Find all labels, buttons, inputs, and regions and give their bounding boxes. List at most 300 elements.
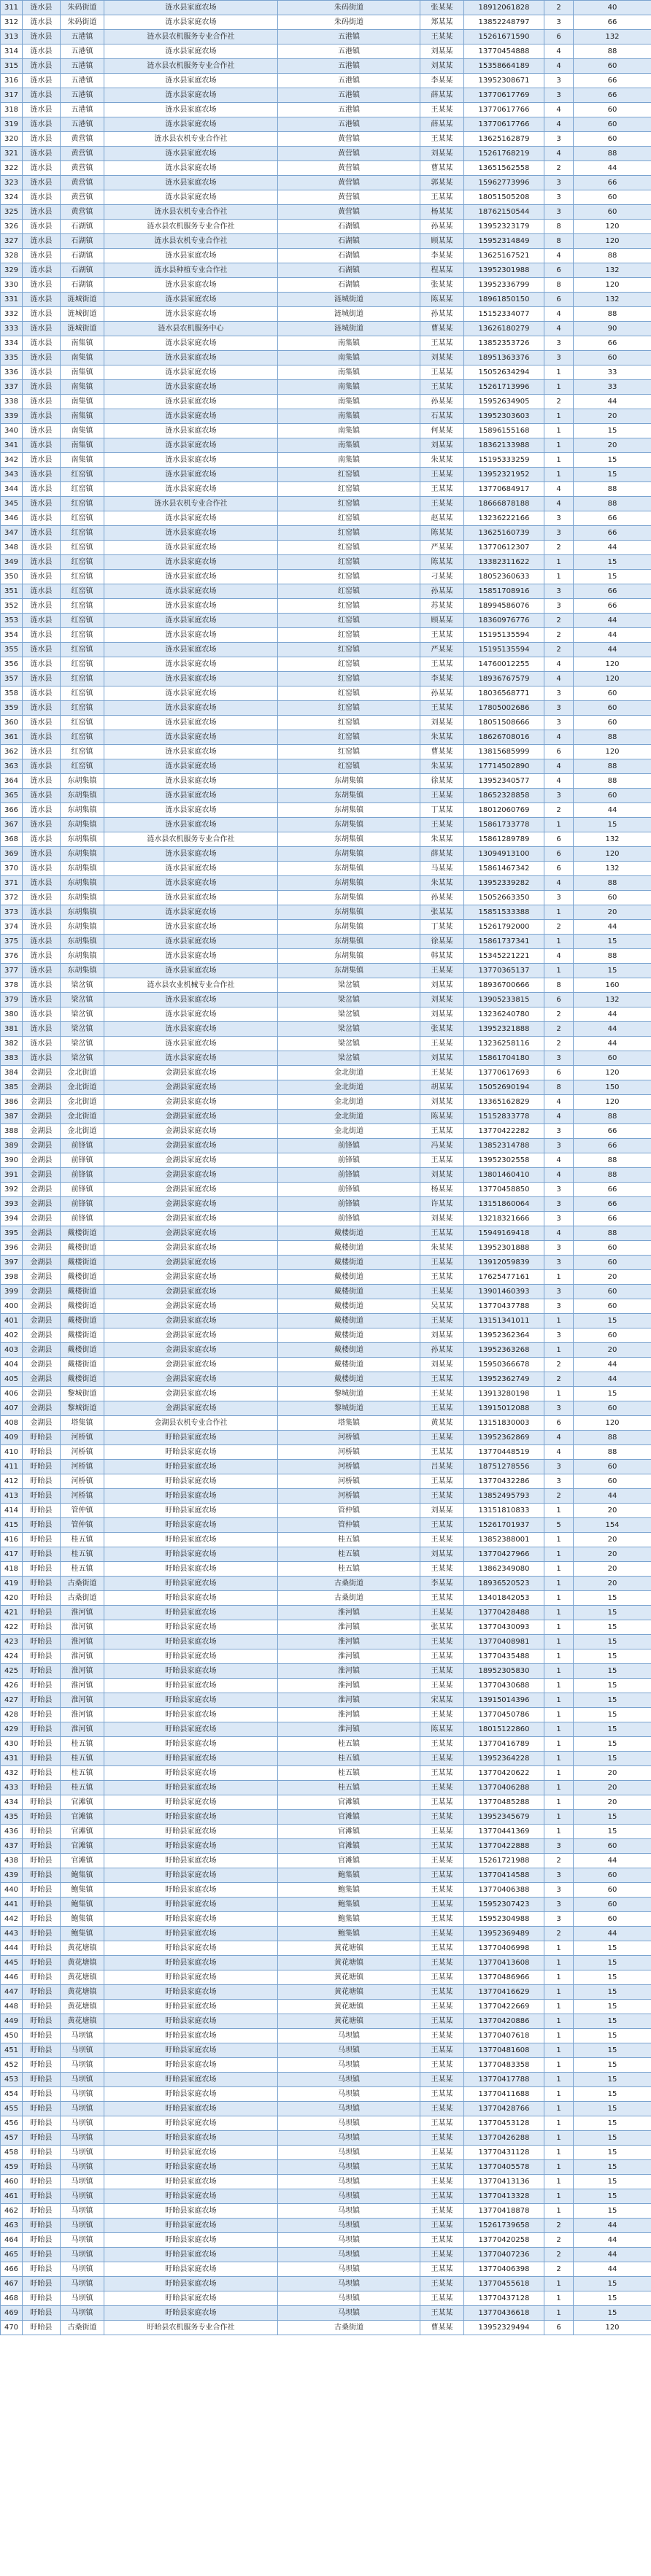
phone-cell: 13770417788 (464, 2073, 544, 2087)
contact-cell: 王某某 (420, 2219, 464, 2233)
town-cell: 红窑镇 (61, 599, 104, 614)
table-row (1, 1504, 651, 1518)
county-cell: 盱眙县 (23, 2291, 61, 2306)
entity-cell: 盱眙县家庭农场 (104, 1825, 278, 1839)
row-number: 402 (1, 1328, 23, 1343)
row-number: 327 (1, 234, 23, 249)
town-cell: 马坝镇 (61, 2189, 104, 2204)
entity-cell: 金湖县家庭农场 (104, 1314, 278, 1328)
contact-cell: 王某某 (420, 2073, 464, 2087)
county-cell: 涟水县 (23, 30, 61, 45)
county-cell: 涟水县 (23, 249, 61, 263)
table-row (1, 205, 651, 220)
table-row (1, 832, 651, 847)
table-row (1, 1489, 651, 1504)
phone-cell: 18626708016 (464, 730, 544, 745)
address-cell: 淮河镇 (278, 1664, 420, 1679)
entity-cell: 涟水县家庭农场 (104, 891, 278, 905)
town-cell: 石湖镇 (61, 234, 104, 249)
address-cell: 东胡集镇 (278, 876, 420, 891)
county-cell: 涟水县 (23, 949, 61, 964)
address-cell: 石湖镇 (278, 249, 420, 263)
area-cell: 88 (574, 482, 651, 497)
entity-cell: 金湖县家庭农场 (104, 1299, 278, 1314)
entity-cell: 涟水县家庭农场 (104, 876, 278, 891)
contact-cell: 王某某 (420, 1868, 464, 1883)
count-cell: 3 (544, 1912, 574, 1927)
town-cell: 淮河镇 (61, 1649, 104, 1664)
county-cell: 涟水县 (23, 1007, 61, 1022)
area-cell: 60 (574, 205, 651, 220)
contact-cell: 李某某 (420, 249, 464, 263)
phone-cell: 13952362364 (464, 1328, 544, 1343)
phone-cell: 13952308671 (464, 74, 544, 88)
table-row (1, 1722, 651, 1737)
phone-cell: 13770365137 (464, 964, 544, 978)
county-cell: 金湖县 (23, 1358, 61, 1372)
row-number: 456 (1, 2116, 23, 2131)
table-row (1, 1460, 651, 1474)
count-cell: 2 (544, 2262, 574, 2277)
row-number: 465 (1, 2248, 23, 2262)
contact-cell: 王某某 (420, 1445, 464, 1460)
town-cell: 淮河镇 (61, 1635, 104, 1649)
contact-cell: 何某某 (420, 424, 464, 438)
count-cell: 4 (544, 497, 574, 511)
row-number: 319 (1, 117, 23, 132)
count-cell: 4 (544, 949, 574, 964)
count-cell: 3 (544, 1401, 574, 1416)
phone-cell: 13770405578 (464, 2160, 544, 2175)
town-cell: 红窑镇 (61, 497, 104, 511)
address-cell: 黄营镇 (278, 161, 420, 176)
area-cell: 120 (574, 657, 651, 672)
table-row (1, 1, 651, 15)
entity-cell: 盱眙县家庭农场 (104, 2102, 278, 2116)
row-number: 392 (1, 1183, 23, 1197)
count-cell: 2 (544, 1037, 574, 1051)
phone-cell: 13952301988 (464, 263, 544, 278)
table-row (1, 2102, 651, 2116)
contact-cell: 王某某 (420, 1474, 464, 1489)
area-cell: 15 (574, 2204, 651, 2219)
county-cell: 涟水县 (23, 336, 61, 351)
entity-cell: 盱眙县家庭农场 (104, 1562, 278, 1577)
phone-cell: 13770414588 (464, 1868, 544, 1883)
contact-cell: 王某某 (420, 2146, 464, 2160)
address-cell: 梁岔镇 (278, 993, 420, 1007)
count-cell: 3 (544, 511, 574, 526)
row-number: 395 (1, 1226, 23, 1241)
entity-cell: 涟水县家庭农场 (104, 307, 278, 322)
entity-cell: 盱眙县家庭农场 (104, 1635, 278, 1649)
count-cell: 1 (544, 1314, 574, 1328)
area-cell: 15 (574, 935, 651, 949)
phone-cell: 15851533388 (464, 905, 544, 920)
row-number: 424 (1, 1649, 23, 1664)
address-cell: 古桑街道 (278, 2321, 420, 2335)
contact-cell: 刘某某 (420, 1168, 464, 1183)
contact-cell: 王某某 (420, 2102, 464, 2116)
count-cell: 1 (544, 1635, 574, 1649)
count-cell: 3 (544, 1197, 574, 1212)
contact-cell: 王某某 (420, 482, 464, 497)
table-row (1, 745, 651, 759)
row-number: 324 (1, 190, 23, 205)
table-row (1, 336, 651, 351)
town-cell: 黄营镇 (61, 205, 104, 220)
entity-cell: 盱眙县家庭农场 (104, 2087, 278, 2102)
row-number: 444 (1, 1941, 23, 1956)
contact-cell: 王某某 (420, 2131, 464, 2146)
county-cell: 涟水县 (23, 832, 61, 847)
count-cell: 2 (544, 803, 574, 818)
area-cell: 20 (574, 438, 651, 453)
contact-cell: 王某某 (420, 497, 464, 511)
area-cell: 44 (574, 2233, 651, 2248)
phone-cell: 13952302558 (464, 1153, 544, 1168)
contact-cell: 王某某 (420, 1518, 464, 1533)
address-cell: 南集镇 (278, 395, 420, 409)
phone-cell: 13382311622 (464, 555, 544, 570)
table-row (1, 1606, 651, 1620)
count-cell: 8 (544, 978, 574, 993)
table-row (1, 1328, 651, 1343)
table-row (1, 1868, 651, 1883)
area-cell: 88 (574, 307, 651, 322)
table-row (1, 1270, 651, 1285)
entity-cell: 盱眙县家庭农场 (104, 1722, 278, 1737)
address-cell: 红窑镇 (278, 730, 420, 745)
contact-cell: 刘某某 (420, 1007, 464, 1022)
row-number: 425 (1, 1664, 23, 1679)
table-row (1, 584, 651, 599)
area-cell: 44 (574, 2248, 651, 2262)
row-number: 413 (1, 1489, 23, 1504)
table-row (1, 628, 651, 643)
entity-cell: 涟水县家庭农场 (104, 584, 278, 599)
county-cell: 盱眙县 (23, 1810, 61, 1825)
town-cell: 桂五镇 (61, 1533, 104, 1547)
address-cell: 东胡集镇 (278, 803, 420, 818)
count-cell: 4 (544, 482, 574, 497)
contact-cell: 王某某 (420, 2000, 464, 2014)
area-cell: 15 (574, 1825, 651, 1839)
row-number: 340 (1, 424, 23, 438)
row-number: 433 (1, 1781, 23, 1795)
address-cell: 红窑镇 (278, 672, 420, 686)
town-cell: 红窑镇 (61, 511, 104, 526)
area-cell: 15 (574, 424, 651, 438)
entity-cell: 涟水县家庭农场 (104, 599, 278, 614)
county-cell: 涟水县 (23, 307, 61, 322)
area-cell: 60 (574, 1883, 651, 1898)
county-cell: 盱眙县 (23, 1927, 61, 1941)
town-cell: 戴楼街道 (61, 1328, 104, 1343)
town-cell: 黄花塘镇 (61, 1985, 104, 2000)
row-number: 397 (1, 1256, 23, 1270)
entity-cell: 涟水县家庭农场 (104, 1037, 278, 1051)
county-cell: 盱眙县 (23, 1445, 61, 1460)
area-cell: 88 (574, 730, 651, 745)
count-cell: 1 (544, 1649, 574, 1664)
count-cell: 2 (544, 628, 574, 643)
county-cell: 涟水县 (23, 468, 61, 482)
row-number: 349 (1, 555, 23, 570)
address-cell: 金北街道 (278, 1080, 420, 1095)
town-cell: 前锋镇 (61, 1153, 104, 1168)
row-number: 448 (1, 2000, 23, 2014)
area-cell: 15 (574, 2189, 651, 2204)
contact-cell: 薛某某 (420, 847, 464, 862)
phone-cell: 13770420886 (464, 2014, 544, 2029)
count-cell: 3 (544, 1460, 574, 1474)
row-number: 389 (1, 1139, 23, 1153)
town-cell: 淮河镇 (61, 1606, 104, 1620)
table-row (1, 2073, 651, 2087)
row-number: 446 (1, 1970, 23, 1985)
count-cell: 4 (544, 1095, 574, 1110)
county-cell: 涟水县 (23, 424, 61, 438)
town-cell: 五港镇 (61, 103, 104, 117)
area-cell: 44 (574, 628, 651, 643)
town-cell: 戴楼街道 (61, 1285, 104, 1299)
table-row (1, 672, 651, 686)
address-cell: 五港镇 (278, 117, 420, 132)
table-row (1, 716, 651, 730)
address-cell: 梁岔镇 (278, 978, 420, 993)
area-cell: 15 (574, 1314, 651, 1328)
area-cell: 15 (574, 1970, 651, 1985)
town-cell: 古桑街道 (61, 1591, 104, 1606)
town-cell: 黎城街道 (61, 1387, 104, 1401)
area-cell: 15 (574, 2058, 651, 2073)
town-cell: 红窑镇 (61, 482, 104, 497)
entity-cell: 涟水县家庭农场 (104, 45, 278, 59)
row-number: 449 (1, 2014, 23, 2029)
phone-cell: 13770485288 (464, 1795, 544, 1810)
county-cell: 涟水县 (23, 351, 61, 365)
town-cell: 涟城街道 (61, 293, 104, 307)
county-cell: 金湖县 (23, 1343, 61, 1358)
area-cell: 15 (574, 2175, 651, 2189)
row-number: 315 (1, 59, 23, 74)
town-cell: 红窑镇 (61, 672, 104, 686)
contact-cell: 王某某 (420, 1883, 464, 1898)
town-cell: 黄花塘镇 (61, 2014, 104, 2029)
county-cell: 盱眙县 (23, 2029, 61, 2043)
county-cell: 涟水县 (23, 161, 61, 176)
address-cell: 桂五镇 (278, 1766, 420, 1781)
area-cell: 44 (574, 1489, 651, 1504)
table-row (1, 2306, 651, 2321)
town-cell: 马坝镇 (61, 2160, 104, 2175)
entity-cell: 盱眙县家庭农场 (104, 1445, 278, 1460)
row-number: 453 (1, 2073, 23, 2087)
contact-cell: 王某某 (420, 1066, 464, 1080)
county-cell: 涟水县 (23, 482, 61, 497)
address-cell: 马坝镇 (278, 2131, 420, 2146)
count-cell: 3 (544, 1898, 574, 1912)
area-cell: 60 (574, 701, 651, 716)
address-cell: 戴楼街道 (278, 1299, 420, 1314)
count-cell: 3 (544, 1124, 574, 1139)
town-cell: 鲍集镇 (61, 1898, 104, 1912)
table-row (1, 176, 651, 190)
contact-cell: 赵某某 (420, 511, 464, 526)
county-cell: 盱眙县 (23, 1547, 61, 1562)
row-number: 343 (1, 468, 23, 482)
address-cell: 南集镇 (278, 380, 420, 395)
row-number: 421 (1, 1606, 23, 1620)
row-number: 353 (1, 614, 23, 628)
town-cell: 马坝镇 (61, 2277, 104, 2291)
town-cell: 石湖镇 (61, 220, 104, 234)
area-cell: 66 (574, 15, 651, 30)
phone-cell: 13218321666 (464, 1212, 544, 1226)
count-cell: 3 (544, 1328, 574, 1343)
count-cell: 4 (544, 774, 574, 789)
town-cell: 东胡集镇 (61, 964, 104, 978)
contact-cell: 严某某 (420, 541, 464, 555)
phone-cell: 15952307423 (464, 1898, 544, 1912)
town-cell: 南集镇 (61, 365, 104, 380)
phone-cell: 13770448519 (464, 1445, 544, 1460)
area-cell: 60 (574, 789, 651, 803)
count-cell: 1 (544, 555, 574, 570)
town-cell: 鲍集镇 (61, 1883, 104, 1898)
table-row (1, 1912, 651, 1927)
entity-cell: 盱眙县家庭农场 (104, 2131, 278, 2146)
table-row (1, 1080, 651, 1095)
county-cell: 涟水县 (23, 15, 61, 30)
phone-cell: 15896155168 (464, 424, 544, 438)
contact-cell: 王某某 (420, 1766, 464, 1781)
row-number: 454 (1, 2087, 23, 2102)
area-cell: 60 (574, 117, 651, 132)
county-cell: 涟水县 (23, 497, 61, 511)
contact-cell: 王某某 (420, 1927, 464, 1941)
area-cell: 44 (574, 803, 651, 818)
count-cell: 4 (544, 59, 574, 74)
row-number: 360 (1, 716, 23, 730)
phone-cell: 13952364228 (464, 1752, 544, 1766)
town-cell: 戴楼街道 (61, 1226, 104, 1241)
county-cell: 涟水县 (23, 190, 61, 205)
row-number: 459 (1, 2160, 23, 2175)
entity-cell: 金湖县家庭农场 (104, 1183, 278, 1197)
row-number: 455 (1, 2102, 23, 2116)
area-cell: 120 (574, 2321, 651, 2335)
town-cell: 东胡集镇 (61, 803, 104, 818)
address-cell: 红窑镇 (278, 599, 420, 614)
row-number: 332 (1, 307, 23, 322)
town-cell: 五港镇 (61, 45, 104, 59)
entity-cell: 盱眙县家庭农场 (104, 1489, 278, 1504)
entity-cell: 涟水县家庭农场 (104, 1051, 278, 1066)
contact-cell: 张某某 (420, 1620, 464, 1635)
row-number: 460 (1, 2175, 23, 2189)
phone-cell: 13770422669 (464, 2000, 544, 2014)
area-cell: 88 (574, 1153, 651, 1168)
table-row (1, 1401, 651, 1416)
area-cell: 15 (574, 1985, 651, 2000)
phone-cell: 18936767579 (464, 672, 544, 686)
entity-cell: 盱眙县家庭农场 (104, 1606, 278, 1620)
count-cell: 1 (544, 1752, 574, 1766)
town-cell: 戴楼街道 (61, 1299, 104, 1314)
contact-cell: 薛某某 (420, 88, 464, 103)
entity-cell: 盱眙县家庭农场 (104, 1941, 278, 1956)
area-cell: 66 (574, 526, 651, 541)
row-number: 441 (1, 1898, 23, 1912)
town-cell: 黄花塘镇 (61, 1941, 104, 1956)
table-row (1, 1197, 651, 1212)
area-cell: 132 (574, 832, 651, 847)
address-cell: 红窑镇 (278, 701, 420, 716)
town-cell: 东胡集镇 (61, 949, 104, 964)
phone-cell: 13952321952 (464, 468, 544, 482)
count-cell: 3 (544, 1212, 574, 1226)
row-number: 320 (1, 132, 23, 147)
town-cell: 东胡集镇 (61, 876, 104, 891)
address-cell: 戴楼街道 (278, 1372, 420, 1387)
town-cell: 南集镇 (61, 409, 104, 424)
town-cell: 涟城街道 (61, 307, 104, 322)
entity-cell: 涟水县家庭农场 (104, 74, 278, 88)
table-row (1, 1635, 651, 1649)
row-number: 325 (1, 205, 23, 220)
town-cell: 淮河镇 (61, 1620, 104, 1635)
contact-cell: 宋某某 (420, 1693, 464, 1708)
contact-cell: 顾某某 (420, 614, 464, 628)
area-cell: 15 (574, 2073, 651, 2087)
area-cell: 15 (574, 2131, 651, 2146)
phone-cell: 13770450786 (464, 1708, 544, 1722)
area-cell: 88 (574, 1431, 651, 1445)
row-number: 341 (1, 438, 23, 453)
town-cell: 马坝镇 (61, 2058, 104, 2073)
count-cell: 2 (544, 2219, 574, 2233)
county-cell: 盱眙县 (23, 1489, 61, 1504)
county-cell: 金湖县 (23, 1095, 61, 1110)
row-number: 326 (1, 220, 23, 234)
contact-cell: 王某某 (420, 1037, 464, 1051)
row-number: 384 (1, 1066, 23, 1080)
row-number: 462 (1, 2204, 23, 2219)
table-row (1, 234, 651, 249)
county-cell: 金湖县 (23, 1314, 61, 1328)
table-row (1, 424, 651, 438)
contact-cell: 王某某 (420, 701, 464, 716)
table-row (1, 2175, 651, 2189)
contact-cell: 王某某 (420, 657, 464, 672)
town-cell: 朱码街道 (61, 15, 104, 30)
contact-cell: 王某某 (420, 1970, 464, 1985)
table-row (1, 468, 651, 482)
row-number: 420 (1, 1591, 23, 1606)
address-cell: 戴楼街道 (278, 1285, 420, 1299)
table-row (1, 1649, 651, 1664)
county-cell: 涟水县 (23, 395, 61, 409)
town-cell: 黄营镇 (61, 161, 104, 176)
entity-cell: 涟水县家庭农场 (104, 424, 278, 438)
county-cell: 涟水县 (23, 278, 61, 293)
phone-cell: 15052634294 (464, 365, 544, 380)
phone-cell: 15358664189 (464, 59, 544, 74)
entity-cell: 涟水县家庭农场 (104, 365, 278, 380)
entity-cell: 涟水县家庭农场 (104, 351, 278, 365)
